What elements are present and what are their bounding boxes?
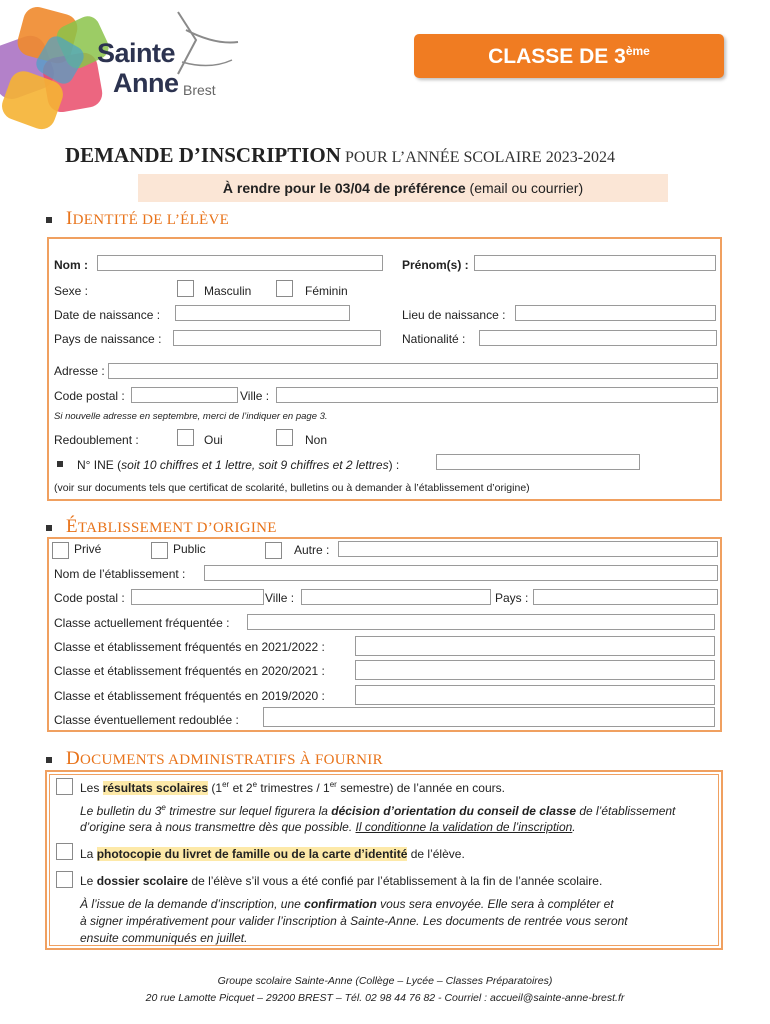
masculin-label: Masculin bbox=[204, 284, 252, 298]
t: d’origine sera à nous transmettre dès que possible. bbox=[80, 820, 356, 834]
nom-input[interactable] bbox=[97, 255, 383, 271]
ine-label-start: N° INE ( bbox=[77, 458, 122, 472]
non-checkbox[interactable] bbox=[276, 429, 293, 446]
section-title-identity bbox=[66, 208, 229, 230]
t: Le bulletin du 3 bbox=[80, 804, 162, 818]
confirmation-note-line3: ensuite communiqués en juillet. bbox=[80, 931, 248, 945]
badge-sup: ème bbox=[625, 44, 650, 58]
oui-checkbox[interactable] bbox=[177, 429, 194, 446]
t: . bbox=[572, 820, 576, 834]
t: À l’issue de la demande d’inscription, une bbox=[80, 897, 305, 911]
ville-input[interactable] bbox=[276, 387, 718, 403]
pays-input[interactable] bbox=[173, 330, 381, 346]
t: dossier scolaire bbox=[96, 874, 189, 888]
nom-label-text: Nom : bbox=[54, 258, 88, 272]
section-bullet bbox=[46, 757, 52, 763]
t: et 2 bbox=[229, 781, 253, 795]
t: La bbox=[80, 847, 97, 861]
deadline-bold: À rendre pour le 03/04 de préférence bbox=[222, 180, 466, 196]
year-2021-label: Classe et établissement fréquentés en 2021/2022 : bbox=[54, 640, 325, 654]
origin-ville-label: Ville : bbox=[265, 591, 295, 605]
t: (1 bbox=[208, 781, 223, 795]
public-label: Public bbox=[173, 542, 206, 556]
ine-label bbox=[77, 458, 399, 472]
redoublement-label: Redoublement : bbox=[54, 433, 139, 447]
page-title bbox=[65, 143, 615, 168]
non-label: Non bbox=[305, 433, 328, 447]
t: de l’élève. bbox=[407, 847, 465, 861]
masculin-checkbox[interactable] bbox=[177, 280, 194, 297]
ine-bullet bbox=[57, 461, 63, 467]
confirmation-note-line1 bbox=[80, 897, 614, 911]
address-note: Si nouvelle adresse en septembre, merci de l’indiquer en page 3. bbox=[54, 411, 328, 422]
t: trimestres / 1 bbox=[257, 781, 330, 795]
lieu-label: Lieu de naissance : bbox=[402, 308, 506, 322]
t: e bbox=[252, 780, 258, 789]
redoublee-input[interactable] bbox=[263, 707, 715, 727]
doc-dossier-text bbox=[80, 874, 602, 888]
pays-label: Pays de naissance : bbox=[54, 332, 162, 346]
section-title-origin bbox=[66, 516, 277, 538]
public-checkbox[interactable] bbox=[151, 542, 168, 559]
t: e bbox=[161, 803, 166, 812]
date-input[interactable] bbox=[175, 305, 350, 321]
doc-livret-text bbox=[80, 847, 465, 861]
logo-line1: Sainte bbox=[97, 38, 176, 68]
t: Les bbox=[80, 781, 103, 795]
sexe-label: Sexe : bbox=[54, 284, 89, 298]
feminin-checkbox[interactable] bbox=[276, 280, 293, 297]
footer-line1: Groupe scolaire Sainte-Anne (Collège – Lycée – Classes Préparatoires) bbox=[217, 975, 553, 987]
year-2020-label: Classe et établissement fréquentés en 2020/2021 : bbox=[54, 664, 325, 678]
adresse-input[interactable] bbox=[108, 363, 718, 379]
oui-label: Oui bbox=[204, 433, 223, 447]
origin-pays-input[interactable] bbox=[533, 589, 718, 605]
doc-resultats-checkbox[interactable] bbox=[56, 778, 73, 795]
ine-label-italic: soit 10 chiffres et 1 lettre, soit 9 chiffres et 2 lettres bbox=[121, 458, 389, 472]
school-logo bbox=[0, 0, 240, 135]
ville-label: Ville : bbox=[240, 389, 270, 403]
nationalite-label: Nationalité : bbox=[402, 332, 466, 346]
autre-label: Autre : bbox=[294, 543, 330, 557]
section-initial: I bbox=[66, 208, 73, 229]
prenom-label-text: Prénom(s) : bbox=[402, 258, 469, 272]
prive-label: Privé bbox=[74, 542, 102, 556]
doc-resultats-note-line1 bbox=[80, 803, 675, 818]
redoublee-label: Classe éventuellement redoublée : bbox=[54, 713, 239, 727]
title-main: DEMANDE D’INSCRIPTION bbox=[65, 143, 341, 167]
prive-checkbox[interactable] bbox=[52, 542, 69, 559]
prenom-input[interactable] bbox=[474, 255, 716, 271]
ine-label-end: ) : bbox=[388, 458, 400, 472]
section-rest: OCUMENTS ADMINISTRATIFS À FOURNIR bbox=[80, 752, 383, 768]
section-bullet bbox=[46, 217, 52, 223]
cp-label: Code postal : bbox=[54, 389, 125, 403]
t: er bbox=[222, 780, 230, 789]
autre-checkbox[interactable] bbox=[265, 542, 282, 559]
t: Le bbox=[80, 874, 97, 888]
year-2019-label: Classe et établissement fréquentés en 2019/2020 : bbox=[54, 689, 325, 703]
ine-note: (voir sur documents tels que certificat de scolarité, bulletins ou à demander à l’établissement d’origine) bbox=[54, 482, 530, 494]
doc-resultats-note-line2 bbox=[80, 820, 576, 834]
year-2021-input[interactable] bbox=[355, 636, 715, 656]
year-2019-input[interactable] bbox=[355, 685, 715, 705]
doc-resultats-highlight: résultats scolaires bbox=[102, 781, 209, 795]
deadline-rest: (email ou courrier) bbox=[465, 180, 584, 196]
year-2020-input[interactable] bbox=[355, 660, 715, 680]
t: semestre) de l’année en cours. bbox=[336, 781, 505, 795]
t: Il conditionne la validation de l’inscription bbox=[355, 820, 573, 834]
t: de l’établissement bbox=[576, 804, 676, 818]
title-rest: POUR L’ANNÉE SCOLAIRE 2023-2024 bbox=[344, 149, 616, 166]
deadline-text bbox=[138, 180, 668, 196]
adresse-label: Adresse : bbox=[54, 364, 105, 378]
cp-input[interactable] bbox=[131, 387, 238, 403]
autre-input[interactable] bbox=[338, 541, 718, 557]
footer-line2: 20 rue Lamotte Picquet – 29200 BREST – Tél. 02 98 44 76 82 - Courriel : accueil@sainte-anne-brest.fr bbox=[145, 992, 625, 1004]
origin-pays-label: Pays : bbox=[495, 591, 529, 605]
date-label: Date de naissance : bbox=[54, 308, 161, 322]
section-initial: D bbox=[66, 748, 81, 769]
section-rest: DENTITÉ DE L’ÉLÈVE bbox=[72, 212, 230, 228]
nom-label bbox=[54, 258, 88, 272]
section-rest: TABLISSEMENT D’ORIGINE bbox=[77, 520, 277, 536]
class-badge-text bbox=[414, 44, 724, 69]
t: er bbox=[329, 780, 337, 789]
nom-etab-input[interactable] bbox=[204, 565, 718, 581]
t: trimestre sur lequel figurera la bbox=[165, 804, 332, 818]
classe-actuelle-input[interactable] bbox=[247, 614, 715, 630]
logo-line2: Anne bbox=[113, 68, 179, 98]
section-initial: É bbox=[66, 516, 78, 537]
doc-resultats-text bbox=[80, 780, 505, 795]
origin-cp-label: Code postal : bbox=[54, 591, 125, 605]
nationalite-input[interactable] bbox=[479, 330, 717, 346]
nom-etab-label: Nom de l’établissement : bbox=[54, 567, 186, 581]
origin-cp-input[interactable] bbox=[131, 589, 264, 605]
t: vous sera envoyée. Elle sera à compléter et bbox=[376, 897, 614, 911]
ine-input[interactable] bbox=[436, 454, 640, 470]
t: confirmation bbox=[304, 897, 377, 911]
feminin-label: Féminin bbox=[305, 284, 348, 298]
classe-actuelle-label: Classe actuellement fréquentée : bbox=[54, 616, 230, 630]
section-bullet bbox=[46, 525, 52, 531]
prenom-label bbox=[402, 258, 469, 272]
doc-livret-checkbox[interactable] bbox=[56, 843, 73, 860]
logo-line3: Brest bbox=[183, 82, 216, 98]
lieu-input[interactable] bbox=[515, 305, 716, 321]
origin-ville-input[interactable] bbox=[301, 589, 491, 605]
doc-livret-highlight: photocopie du livret de famille ou de la carte d’identité bbox=[96, 847, 408, 861]
t: de l’élève s’il vous a été confié par l’établissement à la fin de l’année scolaire. bbox=[188, 874, 603, 888]
t: décision d’orientation du conseil de classe bbox=[331, 804, 576, 818]
doc-dossier-checkbox[interactable] bbox=[56, 871, 73, 888]
badge-main: CLASSE DE 3 bbox=[488, 45, 626, 68]
confirmation-note-line2: à signer impérativement pour valider l’inscription à Sainte-Anne. Les documents de rentrée vous seront bbox=[80, 914, 628, 928]
section-title-docs bbox=[66, 748, 383, 770]
